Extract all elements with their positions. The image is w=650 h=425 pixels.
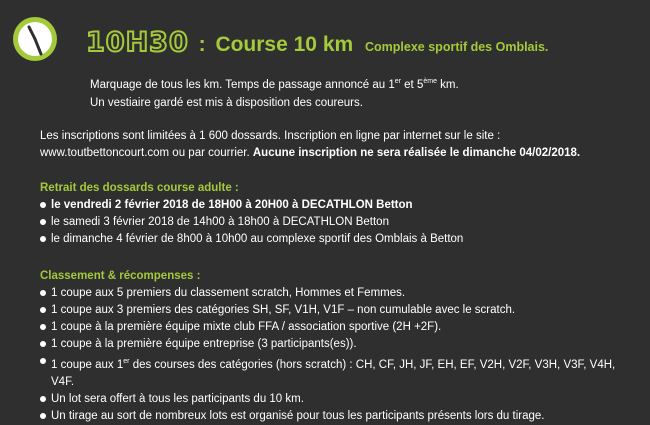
start-time: 10H30 xyxy=(86,27,189,58)
list-item: le dimanche 4 février de 8h00 à 10h00 au complexe sportif des Omblais à Betton xyxy=(40,231,640,248)
inscriptions-text xyxy=(40,128,640,162)
list-item: Un tirage au sort de nombreux lots est organisé pour tous les participants présents lors du tirage. xyxy=(40,408,640,425)
intro-sup-1: er xyxy=(394,78,401,85)
intro-line-1 xyxy=(90,73,630,94)
headline xyxy=(86,27,549,60)
list-item: 1 coupe à la première équipe mixte club FFA / association sportive (2H +2F). xyxy=(40,319,640,336)
classement-title: Classement & récompenses : xyxy=(40,270,201,282)
retrait-title: Retrait des dossards course adulte : xyxy=(40,182,239,194)
retrait-list xyxy=(40,197,640,248)
race-title: Course 10 km xyxy=(215,33,354,56)
list-item: le samedi 3 février 2018 de 14h00 à 18h00 à DECATHLON Betton xyxy=(40,214,640,231)
clock-icon xyxy=(10,14,60,64)
intro-line-1-part-c: km. xyxy=(436,78,459,91)
inscriptions-line-2-part-a: www.toutbettoncourt.com ou par courrier. xyxy=(40,147,253,159)
inscriptions-line-1: Les inscriptions sont limitées à 1 600 dossards. Inscription en ligne par internet sur le site : xyxy=(40,130,501,142)
headline-separator: : xyxy=(198,33,206,56)
classement-section xyxy=(40,268,640,425)
intro-line-1-part-a: Marquage de tous les km. Temps de passage annoncé au 1 xyxy=(90,78,395,91)
intro-sup-2: ème xyxy=(423,78,437,85)
inscriptions-line-2 xyxy=(40,145,640,162)
list-item-part-a: 1 coupe aux 1 xyxy=(51,358,124,371)
list-item xyxy=(40,353,640,391)
list-item: Un lot sera offert à tous les participants du 10 km. xyxy=(40,391,640,408)
list-item: 1 coupe aux 5 premiers du classement scratch, Hommes et Femmes. xyxy=(40,285,640,302)
list-item-sup: er xyxy=(123,358,130,365)
intro-text xyxy=(90,73,630,112)
list-item: 1 coupe aux 3 premiers des catégories SH, SF, V1H, V1F – non cumulable avec le scratch. xyxy=(40,302,640,319)
list-item-part-b: des courses des catégories (hors scratch) : CH, CF, JH, JF, EH, EF, V2H, V2F, V3H, V3F, V4H, V4F. xyxy=(51,358,616,388)
intro-line-1-part-b: et 5 xyxy=(400,78,424,91)
retrait-section xyxy=(40,180,640,248)
venue-name: Complexe sportif des Omblais. xyxy=(365,40,549,54)
intro-line-2: Un vestiaire gardé est mis à disposition des coureurs. xyxy=(90,96,363,109)
list-item: 1 coupe à la première équipe entreprise (3 participants(es)). xyxy=(40,336,640,353)
list-item: le vendredi 2 février 2018 de 18H00 à 20H00 à DECATHLON Betton xyxy=(40,197,640,214)
inscriptions-warning: Aucune inscription ne sera réalisée le dimanche 04/02/2018. xyxy=(252,147,581,159)
classement-list xyxy=(40,285,640,425)
